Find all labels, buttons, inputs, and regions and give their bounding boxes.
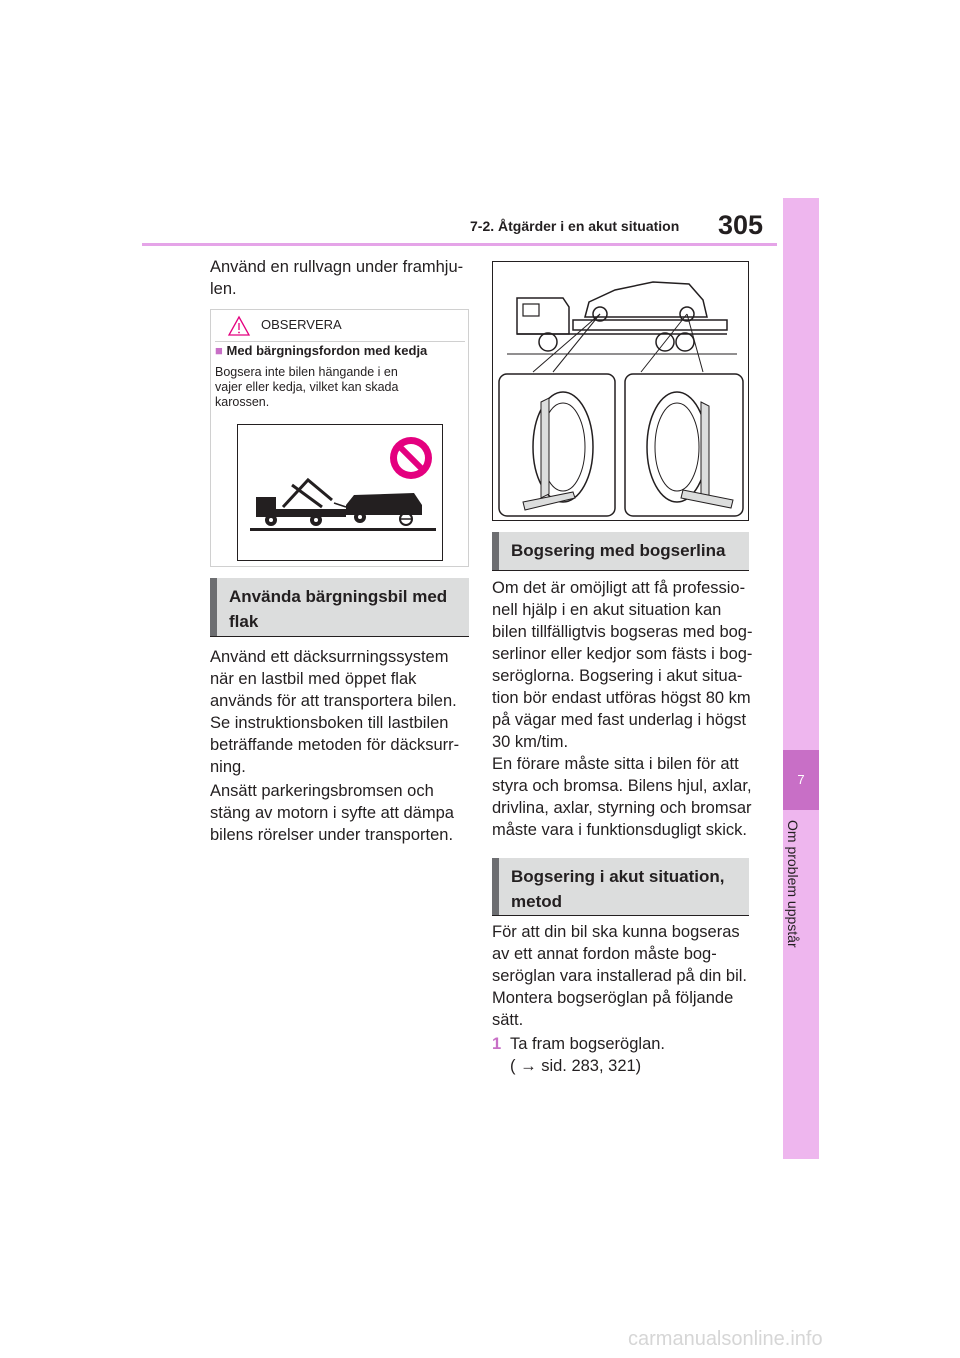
section-heading-flatbed: Använda bärgningsbil med flak — [210, 578, 469, 636]
notice-divider — [215, 341, 465, 342]
flatbed-truck-illustration — [493, 262, 748, 520]
intro-text: Använd en rullvagn under framhju- len. — [210, 258, 464, 298]
flatbed-paragraph-2: Ansätt parkeringsbromsen och stäng av motorn i syfte att dämpa bilens rörelser under transporten. — [210, 782, 454, 844]
watermark: carmanualsonline.info — [628, 1328, 823, 1350]
heading-rule — [492, 570, 749, 571]
page-reference-link[interactable]: sid. 283, 321) — [541, 1057, 642, 1075]
warning-triangle-icon — [227, 315, 251, 337]
tow-chain-prohibited-icon — [238, 425, 442, 560]
tow-rope-paragraph: Om det är omöjligt att få professio- nell hjälp i en akut situation kan bilen tillfälligtvis bogseras med bog- serlinor eller kedjor som fästs i bog- seröglorna. Bogsering i akut situa- tion bör endast utföras högst 80 km på vägar med fast underlag i högst 30 km/tim. En förare måste sitta i bilen för att styra och bromsa. Bilens hjul, axlar, drivlina, axlar, styrning och bromsar måste vara i funktionsdugligt skick. — [492, 579, 753, 839]
step-number: 1 — [492, 1035, 502, 1053]
heading-rule — [210, 636, 469, 637]
tow-truck-illustration — [237, 424, 443, 561]
step-reference: ( → sid. 283, 321) — [510, 1057, 642, 1075]
notice-body: Bogsera inte bilen hängande i en vajer eller kedja, vilket kan skada karossen. — [215, 365, 399, 409]
section-heading-emergency-method: Bogsering i akut situation, metod — [492, 858, 749, 915]
notice-heading: ■ Med bärgningsfordon med kedja — [215, 343, 428, 358]
chapter-side-tab — [783, 198, 819, 1159]
chapter-label-wrap — [783, 820, 819, 980]
notice-label: OBSERVERA — [261, 317, 342, 332]
arrow-right-icon: → — [520, 1057, 537, 1075]
emergency-method-paragraph: För att din bil ska kunna bogseras av ett annat fordon måste bog- seröglan vara installerad på din bil. Montera bogseröglan på följande sätt. — [492, 923, 747, 1029]
chapter-number: 7 — [783, 750, 819, 810]
flatbed-tie-down-figure — [492, 261, 749, 521]
notice-box — [210, 309, 469, 567]
step-text: Ta fram bogseröglan. — [510, 1035, 666, 1053]
section-title: 7-2. Åtgärder i en akut situation — [470, 218, 680, 234]
section-heading-tow-rope: Bogsering med bogserlina — [492, 532, 749, 570]
heading-rule — [492, 915, 749, 916]
header-rule — [142, 243, 777, 246]
page-number: 305 — [718, 210, 764, 240]
chapter-label: Om problem uppstår — [785, 820, 801, 948]
flatbed-paragraph-1: Använd ett däcksurrningssystem när en lastbil med öppet flak används för att transportera bilen. Se instruktionsboken till lastbilen beträffande metoden för däcksurr- ning. — [210, 648, 460, 776]
